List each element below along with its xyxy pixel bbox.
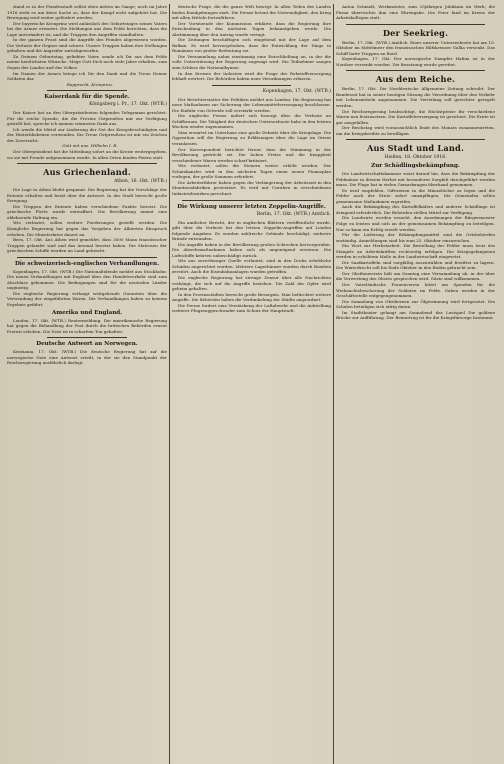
paragraph: Der bayerische Kronprinz wird anlässlich des Geburtstages seines Vaters bei der Armee erwartet. Die Meldungen aus dem Felde berichten, dass die Lage unverändert ist, und die Truppen den Angriffen standhalten. [7,20,167,37]
paragraph: Der Kaiser hat an den Oberpräsidenten folgendes Telegramm gerichtet: Für die reiche Spende, die die Provinz Ostpreußen mir zur Verfügung gestellt hat, spreche ich meinen wärmsten Dank aus. [7,110,167,127]
paragraph: Der Vaterländische Frauenverein bittet um Spenden für die Weihnachtsbescherung der Soldaten im Felde. Gaben werden in der Geschäftsstelle entgegengenommen. [336,282,495,299]
paragraph: Es wird empfohlen, Giftweizen in die Mäuselöcher zu legen und die Felder nach der Ernte sofort umzupflügen. Die Gemeinden sollen gemeinsame Maßnahmen ergreifen. [336,187,495,204]
section-heading: Die schweizerisch-englischen Verhandlungen. [14,260,160,267]
column-1 [5,4,169,764]
divider [17,257,157,258]
paragraph: Im Stadttheater gelangt am Sonnabend das Lustspiel Die goldene Brücke zur Aufführung. Der Reinertrag ist für die Kriegsfürsorge bestimmt. [336,309,495,321]
section-heading: Aus dem Reiche. [375,74,456,85]
paragraph: In der ganzen Front sind die Angriffe des Feindes abgewiesen worden. Die Verluste der Gegner sind schwer. Unsere Truppen haben ihre Stellungen gehalten und die Angreifer zurückgeworfen. [7,37,168,54]
paragraph: Die Lage in Athen bleibt gespannt. Die Regierung hat die Vorschläge der Entente erhalten und berät über die Antwort. In der Stadt herrscht große Erregung. [7,187,167,204]
dateline: Berlin, 17. Okt. (WTB.) Amtlich. [256,211,331,217]
section-heading: Zur Schädlingsbekämpfung. [371,163,460,170]
divider [346,24,485,25]
paragraph: Der Reichstag wird voraussichtlich Ende des Monats zusammentreten, um die Kriegskredite zu bewilligen. [336,125,495,136]
paragraph: In den Kreisen der Industrie wird die Frage der Rohstoffversorgung lebhaft erörtert. Die Behörden haben neue Verordnungen erlassen. [172,70,331,82]
paragraph: Berlin, 17. Okt. (WTB.) Amtlich. Eines unserer Unterseeboote hat am 15. Oktober im Mittelmeer den französischen Hilfskreuzer Gallia versenkt. Das Schiff hatte Truppen an Bord. [336,39,495,56]
paragraph: stand es in der Feindesstadt selbst eben mitten im Gange; noch im Jahre 1916 steht es um diese Sache so, dass der Kampf nicht aufgehört hat. Die Bewegung wird weiter gefördert werden. [7,4,167,21]
divider [47,337,127,338]
divider [182,200,321,201]
paragraph: Die Presse fordert eine Verstärkung der Luftabwehr und die Aufstellung weiterer Flugzeuggeschwader zum Schutz der Hauptstadt. [172,302,331,314]
dateline: Hießen, 18. Oktober 1916. [384,155,447,161]
section-heading: Kaiserdank für die Spende. [44,94,130,101]
paragraph: Kopenhagen, 17. Okt. Der norwegische Dampfer Hafnia ist in der Nordsee versenkt worden. Die Besatzung wurde gerettet. [336,56,495,67]
paragraph: Ich werde die Mittel zur Linderung der Not der Kriegsbeschädigten und der Hinterbliebenen verwenden. Die Treue Ostpreußens ist mir ein Zeichen der Zuversicht. [7,126,167,143]
divider [47,90,127,91]
paragraph: Bern, 17. Okt. Aus Athen wird gemeldet, dass 3000 Mann französischer Truppen gelandet sind und das Arsenal besetzt haben. Die Matrosen der griechischen Schiffe wurden an Land gebracht. [7,237,167,254]
paragraph: Die englische Regierung verlangt weitgehende Garantien über die Verwendung der eingeführten Waren. Die Verhandlungen haben zu keinem Ergebnis geführt. [7,290,167,307]
paragraph: Anton Schmidt, Werkmeister, zum 25jährigen Jubiläum im Werk; die Firma überreichte ihm eine Ehrengabe. Die Feier fand im Kreise der Arbeitskollegen statt. [336,4,495,21]
paragraph: Die englische Regierung hat strenge Zensur über alle Nachrichten verhängt, die sich auf die Angriffe beziehen. Die Zahl der Opfer wird geheim gehalten. [172,274,331,292]
paragraph: Der Vorsitzende der Kommission erklärte, dass die Regierung ihre Entscheidung in den nächsten Tagen bekanntgeben werde. Die Abstimmung über den Antrag wurde vertagt. [172,20,331,37]
signature: Rupprecht, Kronprinz. [66,81,114,87]
paragraph: London, 17. Okt. (WTB.) Reutermeldung. Die amerikanische Regierung hat gegen die Behandlung der Post durch die britischen Behörden erneut Protest erhoben. Die Note ist in scharfem Ton gehalten. [7,317,167,334]
paragraph: Für die Lieferung der Bekämpfungsmittel sind die Ortsbehörden zuständig. Anmeldungen sind bis zum 25. Oktober einzureichen. [336,232,495,243]
dateline: Königsberg i. Pr., 17. Okt. (WTB.) [89,102,167,108]
paragraph: Der Korrespondent berichtet ferner, dass die Stimmung in der Bevölkerung gedrückt sei. Die hohen Preise und die Knappheit verschiedener Waren werden scharf kritisiert. [172,146,331,163]
divider [212,85,291,86]
paragraph: Die Arbeiterführer haben gegen die Verlängerung der Arbeitszeit in den Munitionsfabriken protestiert. Es wird mit Unruhen in verschiedenen Industriebezirken gerechnet. [172,179,331,196]
section-heading: Der Seekrieg. [382,27,449,38]
paragraph: Die Landwirtschaftskammer weist darauf hin, dass die Bekämpfung der Feldmäuse in diesem Herbst mit besonderer Sorgfalt durchgeführt werden muss. Die Plage hat in vielen Gemarkungen überhand genommen. [336,171,495,188]
paragraph: Die Truppen der Entente haben verschiedene Punkte besetzt. Die griechische Flotte wurde entwaffnet. Die Bevölkerung nimmt eine ablehnende Haltung ein. [7,203,167,220]
divider [346,70,485,71]
paragraph: Der Obstbauverein hält am Sonntag eine Versammlung ab, in der über die Verwertung des Obstes gesprochen wird. Gäste sind willkommen. [336,270,495,282]
paragraph: Ein amtlicher Bericht, der in englischen Blättern veröffentlicht wurde, gibt über die Verluste bei den letzten Zeppelin-Angriffen auf London folgende Angaben: Es wurden zahlreiche Gebäude beschädigt, mehrere Brände entstanden. [172,219,331,242]
paragraph: Auch die Bekämpfung des Kartoffelkäfers und anderer Schädlinge ist dringend erforderlich. Die Behörden stellen Mittel zur Verfügung. [336,204,495,215]
column-2 [169,4,333,764]
dateline: Athen, 16. Okt. (WTB.) [114,179,167,185]
proclamation: Zu Deinem Geburtstag, geliebter Vater, sende ich Dir aus dem Felde meine herzlichsten Wünsche. Möge Gott Dich noch viele Jahre erhalten, zum Segen des Landes und des Volkes. [7,53,167,71]
divider [17,163,157,164]
paragraph: Die Sammlung von Obstkernen zur Ölgewinnung wird fortgesetzt. Die Schulen beteiligen sich eifrig daran. [336,298,495,310]
paragraph: Wie verlautet, sollen weitere Forderungen gestellt werden. Die Königliche Regierung hat gegen das Vorgehen der Alliierten Einspruch erhoben. Die Ministerkrise dauert an. [7,220,167,237]
paragraph: deutsche Frage, die die ganze Welt bewegt. In allen Teilen des Landes finden Kundgebungen statt. Die Presse betont die Notwendigkeit, den Krieg mit allen Mitteln fortzuführen. [172,4,331,21]
paragraph: In den Provinzstädten herrscht große Besorgnis. Man befürchtet weitere Angriffe. Die Behörden haben die Verdunkelung der Städte angeordnet. [172,291,331,303]
paragraph: Kristiania, 17. Okt. (WTB.) Die deutsche Regierung hat auf die norwegische Note eine Antwort erteilt, in der sie den Standpunkt der Reichsregierung ausführlich darlegt. [7,349,167,366]
columns [5,4,499,764]
paragraph: Der Berichterstatter der Politiken meldet aus London: Die Regierung hat neue Maßnahmen zur Sicherung der Lebensmittelversorgung beschlossen. Die Einfuhr von Getreide soll verstärkt werden. [172,96,331,113]
section-heading: Aus Griechenland. [43,167,131,178]
section-heading: Amerika und England. [51,309,123,316]
dateline: Kopenhagen, 17. Okt. (WTB.) [262,88,331,94]
section-heading: Aus Stadt und Land. [367,143,464,154]
paragraph: Der Oberpräsident hat die Mitteilung sofort an die Kreise weitergegeben, wo sie mit Freude aufgenommen wurde. In allen Orten fanden Feiern statt. [7,149,167,160]
divider [346,139,485,140]
paragraph: Kopenhagen, 17. Okt. (WTB.) Die Nationaltidende meldet aus Stockholm: Die neuen Verhandlungen mit England über den Handelsverkehr sind zum Abschluss gekommen. Die Bedingungen sind für die neutralen Länder ungünstig. [7,268,167,291]
paragraph: Die Versammlung nahm einstimmig eine Entschließung an, in der die volle Unterstützung der Regierung zugesagt wird. Die Teilnehmer sangen zum Schluss die Nationalhymne. [172,53,331,71]
proclamation: Im Namen der Armee bringe ich Dir den Dank und die Treue Deiner Soldaten dar. [7,70,167,82]
paragraph: Wie aus zuverlässiger Quelle verlautet, sind in den Docks erhebliche Schäden angerichtet worden. Mehrere Lagerhäuser wurden durch Bomben zerstört. Auch die Eisenbahnanlagen wurden getroffen. [172,258,331,275]
paragraph: Berlin, 17. Okt. Die Norddeutsche Allgemeine Zeitung schreibt: Der Bundesrat hat in seiner heutigen Sitzung die Verordnung über den Verkehr mit Lebensmitteln angenommen. Die Verteilung soll gerechter geregelt werden. [336,86,495,109]
paragraph: Ein Wort zur Herbstarbeit. Die Bestellung der Felder muss trotz des Mangels an Arbeitskräften rechtzeitig erfolgen. Die Kriegsgefangenen werden in erhöhtem Maße in der Landwirtschaft eingesetzt. [336,243,495,260]
paragraph: Die Saatkartoffeln sind sorgfältig auszuwählen und frostfrei zu lagern. Die Winterfrucht soll bis Ende Oktober in den Boden gebracht sein. [336,259,495,271]
paragraph: Die Reichsregierung beabsichtigt, die Höchstpreise für verschiedene Waren neu festzusetzen. Die Kartoffelversorgung ist gesichert. Die Ernte ist gut ausgefallen. [336,108,495,125]
column-3 [333,4,497,764]
paragraph: Die Landwirte werden ersucht, den Anordnungen der Bürgermeister Folge zu leisten und sich an der gemeinsamen Bekämpfung zu beteiligen. Nur so kann ein Erfolg erzielt werden. [336,215,495,232]
paragraph: Die Angriffe haben in der Bevölkerung großen Schrecken hervorgerufen. Die Abwehrmaßnahmen haben sich als ungenügend erwiesen. Die Luftschiffe kehrten unbeschädigt zurück. [172,241,331,258]
paragraph: Die Zeitungen beschäftigen sich eingehend mit der Lage auf dem Balkan. Es wird hervorgehoben, dass die Entwicklung der Dinge in Rumänien von großer Bedeutung sei. [172,37,331,54]
section-heading: Die Wirkung unserer letzten Zeppelin-Angriffe. [177,203,326,210]
paragraph: Man erwartet im Unterhaus eine große Debatte über die Kriegslage. Die Opposition will die Regierung zu Erklärungen über die Lage im Orient veranlassen. [172,129,331,147]
section-heading: Deutsche Antwort an Norwegen. [36,341,138,348]
paragraph: Gott mit uns. Wilhelm I. R. [62,143,118,149]
paragraph: Die englische Presse äußert sich besorgt über die Verluste an Schiffsraum. Die Tätigkeit der deutschen Unterseeboote habe in den letzten Wochen wieder zugenommen. [172,113,331,130]
paragraph: Wie verlautet, sollen die Steuern weiter erhöht werden. Der Schatzkanzler wird in den nächsten Tagen einen neuen Finanzplan vorlegen, der große Summen erfordert. [172,163,331,180]
